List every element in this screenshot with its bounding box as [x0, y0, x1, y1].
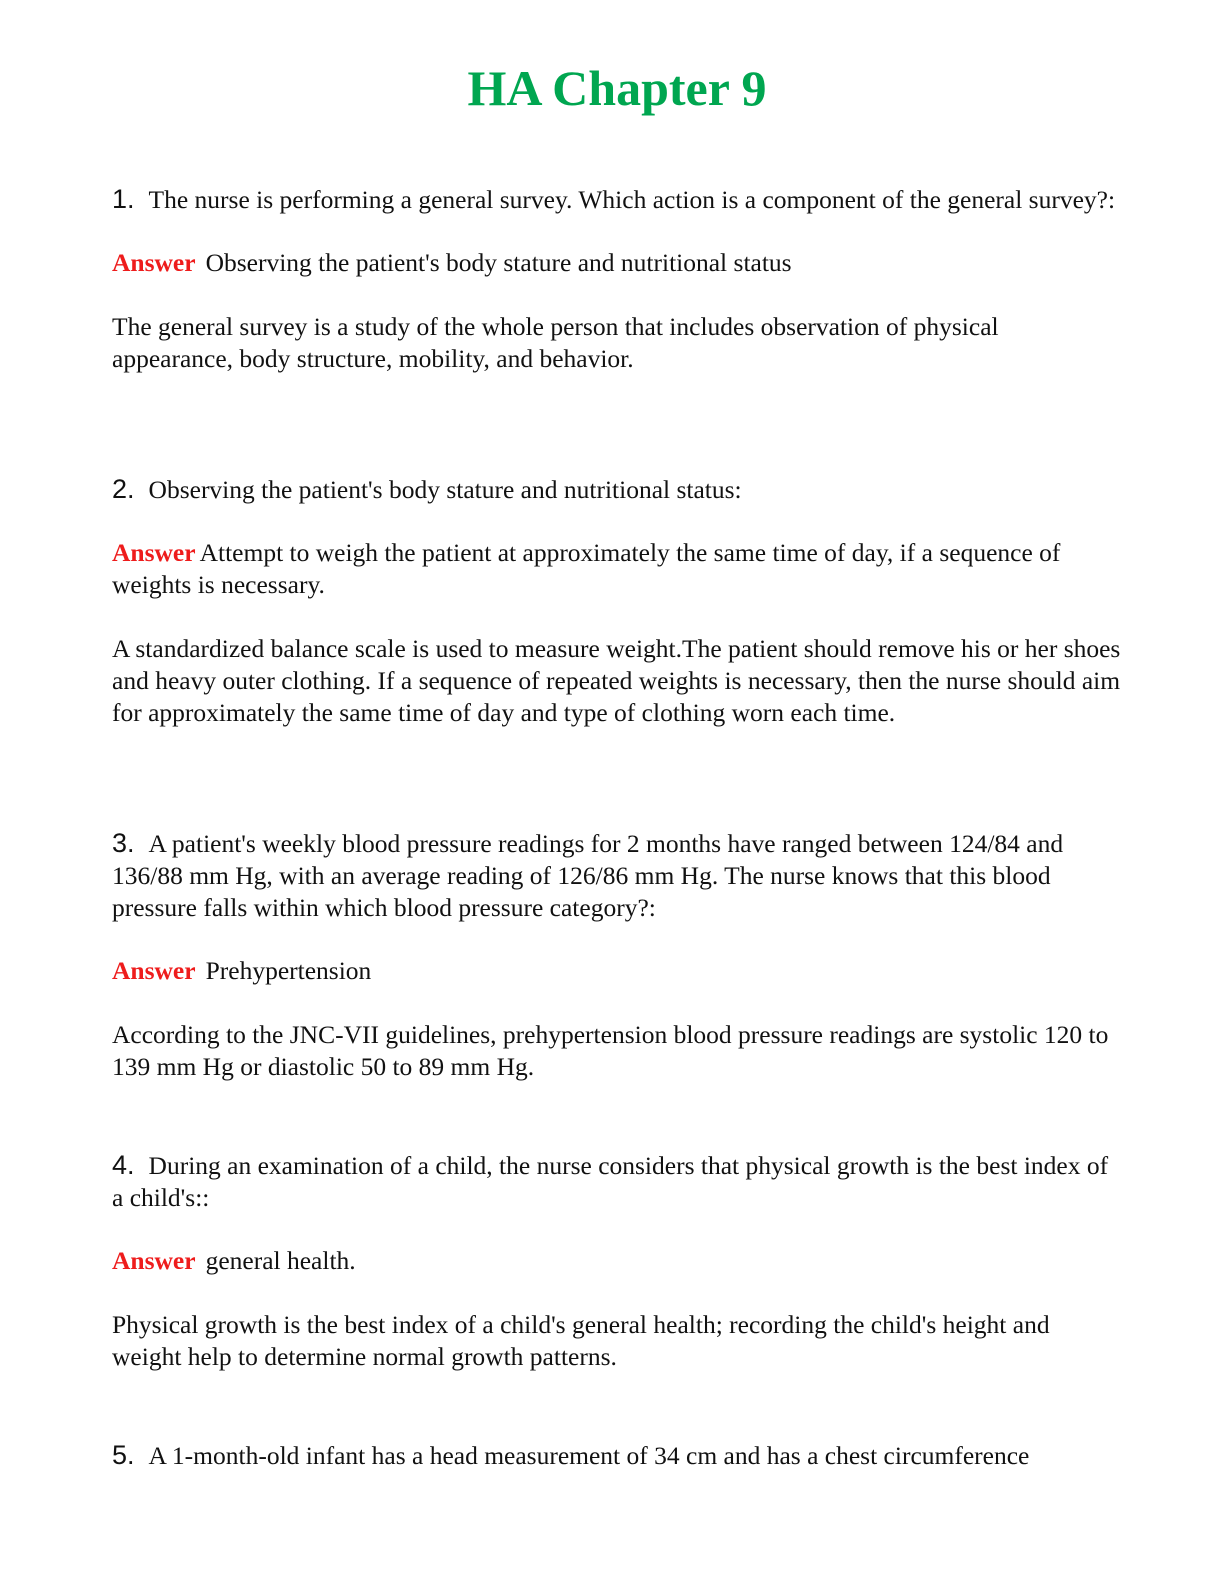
rationale-text: Physical growth is the best index of a child's general health; recording the child's height and weight help to determine normal growth patterns.	[112, 1310, 1050, 1371]
answer-label: Answer	[112, 538, 196, 567]
question-4	[112, 1149, 1122, 1373]
answer-label: Answer	[112, 1246, 196, 1275]
answer-line	[112, 247, 1122, 279]
question-text	[112, 827, 1122, 924]
question-text	[112, 1439, 1122, 1472]
question-stem: The nurse is performing a general survey. Which action is a component of the general survey?:	[148, 185, 1116, 214]
rationale-text: According to the JNC-VII guidelines, prehypertension blood pressure readings are systolic 120 to 139 mm Hg or diastolic 50 to 89 mm Hg.	[112, 1020, 1109, 1081]
question-stem: During an examination of a child, the nurse considers that physical growth is the best index of a child's::	[112, 1151, 1109, 1212]
question-5	[112, 1439, 1122, 1472]
answer-line	[112, 537, 1122, 601]
question-number: 4.	[112, 1150, 135, 1180]
answer-text: general health.	[205, 1246, 356, 1275]
rationale-text: A standardized balance scale is used to measure weight.The patient should remove his or her shoes and heavy outer clothing. If a sequence of repeated weights is necessary, then the nurse should aim for approximately the same time of day and type of clothing worn each time.	[112, 634, 1121, 727]
answer-text: Attempt to weigh the patient at approximately the same time of day, if a sequence of weights is necessary.	[112, 538, 1061, 599]
answer-line	[112, 1245, 1122, 1277]
rationale-text: The general survey is a study of the whole person that includes observation of physical appearance, body structure, mobility, and behavior.	[112, 312, 999, 373]
answer-line	[112, 955, 1122, 987]
question-text	[112, 183, 1122, 216]
question-number: 3.	[112, 828, 135, 858]
answer-text: Prehypertension	[205, 956, 372, 985]
question-1	[112, 183, 1122, 375]
question-text	[112, 473, 1122, 506]
question-number: 1.	[112, 184, 135, 214]
question-text	[112, 1149, 1122, 1214]
answer-label: Answer	[112, 956, 196, 985]
answer-text: Observing the patient's body stature and nutritional status	[205, 248, 792, 277]
question-stem: A 1-month-old infant has a head measurement of 34 cm and has a chest circumference	[148, 1441, 1030, 1470]
question-stem: A patient's weekly blood pressure readings for 2 months have ranged between 124/84 and 136/88 mm Hg, with an average reading of 126/86 mm Hg. The nurse knows that this blood pressure falls within which blood pressure category?:	[112, 829, 1064, 922]
question-number: 2.	[112, 474, 135, 504]
question-stem: Observing the patient's body stature and nutritional status:	[148, 475, 742, 504]
question-3	[112, 827, 1122, 1083]
question-2	[112, 473, 1122, 729]
page-title: HA Chapter 9	[467, 60, 767, 116]
question-number: 5.	[112, 1440, 135, 1470]
answer-label: Answer	[112, 248, 196, 277]
